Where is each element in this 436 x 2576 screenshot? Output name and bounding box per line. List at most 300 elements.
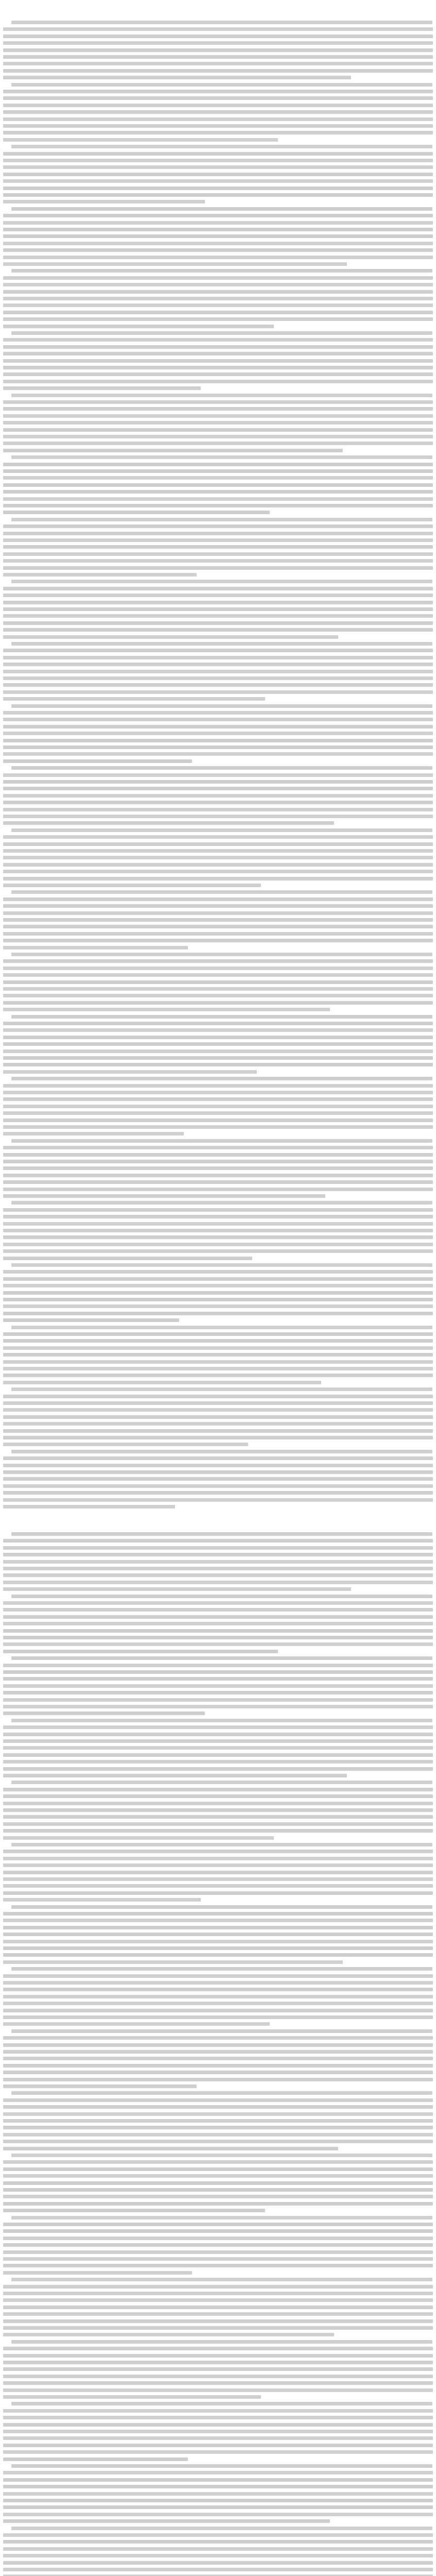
text-line-placeholder: [3, 594, 433, 597]
text-line-placeholder: [3, 587, 433, 590]
text-line-placeholder: [11, 828, 432, 832]
text-line-placeholder: [3, 2354, 433, 2358]
text-line-placeholder: [3, 1318, 179, 1322]
text-line-placeholder: [3, 117, 433, 121]
text-line-placeholder: [3, 159, 433, 162]
text-line-placeholder: [3, 2223, 433, 2226]
text-line-placeholder: [3, 1933, 433, 1936]
text-line-placeholder: [3, 179, 433, 183]
text-line-placeholder: [3, 842, 433, 846]
text-line-placeholder: [3, 1118, 433, 1122]
text-line-placeholder: [3, 2533, 433, 2537]
text-line-placeholder: [3, 276, 433, 280]
text-line-placeholder: [3, 1456, 433, 1460]
text-line-placeholder: [3, 524, 433, 528]
text-line-placeholder: [3, 2257, 433, 2261]
text-line-placeholder: [3, 96, 433, 100]
text-line-placeholder: [3, 2298, 433, 2302]
text-line-placeholder: [3, 732, 433, 735]
text-line-placeholder: [3, 2071, 433, 2074]
text-line-placeholder: [11, 580, 432, 583]
text-line-placeholder: [3, 1670, 433, 1674]
text-line-placeholder: [3, 1802, 433, 1805]
text-line-placeholder: [3, 303, 433, 307]
text-line-placeholder: [3, 1001, 433, 1005]
text-line-placeholder: [3, 2160, 433, 2164]
text-line-placeholder: [3, 773, 433, 777]
text-line-placeholder: [3, 1056, 433, 1060]
text-line-placeholder: [3, 697, 265, 701]
text-line-placeholder: [3, 1884, 433, 1888]
text-line-placeholder: [3, 1436, 433, 1439]
text-line-placeholder: [3, 1105, 433, 1108]
section-body: [3, 21, 433, 1515]
text-line-placeholder: [3, 345, 433, 349]
text-line-placeholder: [11, 2154, 432, 2157]
text-line-placeholder: [3, 1174, 433, 1177]
text-line-placeholder: [3, 1815, 433, 1819]
text-line-placeholder: [3, 2243, 433, 2247]
text-line-placeholder: [3, 1863, 433, 1867]
text-line-placeholder: [3, 2078, 433, 2081]
text-line-placeholder: [3, 1974, 433, 1978]
section-heading: [3, 1522, 433, 1532]
text-line-placeholder: [3, 967, 433, 970]
text-line-placeholder: [11, 394, 432, 397]
text-line-placeholder: [3, 221, 433, 225]
text-line-placeholder: [3, 856, 433, 859]
text-line-placeholder: [3, 469, 433, 473]
text-line-placeholder: [3, 428, 433, 432]
text-line-placeholder: [11, 1077, 432, 1080]
text-line-placeholder: [11, 1139, 432, 1143]
text-line-placeholder: [3, 407, 433, 411]
text-line-placeholder: [3, 2333, 334, 2336]
text-line-placeholder: [3, 1381, 321, 1384]
text-line-placeholder: [3, 2499, 433, 2502]
text-line-placeholder: [11, 2091, 432, 2095]
text-line-placeholder: [3, 1636, 433, 1639]
text-line-placeholder: [3, 90, 433, 93]
text-line-placeholder: [3, 317, 433, 321]
text-line-placeholder: [11, 1201, 432, 1205]
text-line-placeholder: [3, 897, 433, 901]
text-line-placeholder: [3, 2471, 433, 2475]
text-line-placeholder: [11, 83, 432, 87]
text-line-placeholder: [3, 1229, 433, 1232]
text-line-placeholder: [3, 1898, 201, 1902]
text-line-placeholder: [3, 1877, 433, 1881]
text-line-placeholder: [3, 1587, 351, 1591]
text-line-placeholder: [11, 2527, 432, 2530]
text-line-placeholder: [3, 2485, 433, 2488]
text-line-placeholder: [3, 1650, 278, 1653]
text-line-placeholder: [3, 1546, 433, 1550]
text-line-placeholder: [3, 2147, 338, 2150]
text-line-placeholder: [3, 573, 197, 577]
text-line-placeholder: [3, 601, 433, 604]
text-line-placeholder: [3, 2513, 433, 2516]
text-line-placeholder: [3, 1166, 433, 1170]
text-line-placeholder: [3, 352, 433, 355]
text-line-placeholder: [3, 1470, 433, 1474]
text-line-placeholder: [3, 821, 334, 825]
text-line-placeholder: [3, 621, 433, 625]
text-line-placeholder: [3, 290, 433, 294]
text-line-placeholder: [3, 808, 433, 811]
text-line-placeholder: [3, 1304, 433, 1308]
text-line-placeholder: [3, 690, 433, 694]
section-design: [3, 1522, 433, 2576]
text-line-placeholder: [3, 2167, 433, 2171]
text-line-placeholder: [3, 1850, 433, 1853]
text-line-placeholder: [11, 269, 432, 273]
text-line-placeholder: [3, 173, 433, 176]
text-line-placeholder: [3, 2312, 433, 2316]
text-line-placeholder: [3, 559, 433, 563]
text-line-placeholder: [3, 2416, 433, 2419]
text-line-placeholder: [3, 2554, 433, 2557]
text-line-placeholder: [3, 138, 278, 142]
text-line-placeholder: [3, 1857, 433, 1860]
text-line-placeholder: [3, 739, 433, 742]
text-line-placeholder: [11, 1905, 432, 1909]
text-line-placeholder: [3, 1484, 433, 1488]
text-line-placeholder: [3, 2188, 433, 2192]
text-line-placeholder: [3, 435, 433, 438]
text-line-placeholder: [3, 980, 433, 984]
text-line-placeholder: [3, 2195, 433, 2198]
text-line-placeholder: [3, 1684, 433, 1688]
text-line-placeholder: [3, 932, 433, 936]
text-line-placeholder: [3, 2036, 433, 2040]
text-line-placeholder: [3, 1705, 433, 1708]
text-line-placeholder: [3, 1422, 433, 1426]
text-line-placeholder: [3, 1725, 433, 1729]
text-line-placeholder: [3, 1353, 433, 1357]
text-line-placeholder: [3, 628, 433, 632]
text-line-placeholder: [3, 1615, 433, 1619]
text-line-placeholder: [3, 1070, 257, 1074]
text-line-placeholder: [3, 104, 433, 107]
text-line-placeholder: [3, 1919, 433, 1922]
section-body: [3, 1532, 433, 2576]
document: [3, 3, 433, 2576]
text-line-placeholder: [3, 2064, 433, 2067]
text-line-placeholder: [11, 2029, 432, 2033]
text-line-placeholder: [3, 1125, 433, 1129]
text-line-placeholder: [3, 1049, 433, 1053]
text-line-placeholder: [3, 55, 433, 59]
text-line-placeholder: [3, 870, 433, 873]
text-line-placeholder: [3, 1711, 205, 1715]
text-line-placeholder: [3, 2250, 433, 2254]
text-line-placeholder: [3, 1746, 433, 1750]
text-line-placeholder: [3, 1243, 433, 1246]
text-line-placeholder: [11, 207, 432, 211]
page-title: [3, 3, 433, 10]
text-line-placeholder: [3, 1194, 325, 1198]
text-line-placeholder: [3, 2444, 433, 2447]
text-line-placeholder: [3, 1691, 433, 1694]
text-line-placeholder: [3, 1415, 433, 1419]
text-line-placeholder: [3, 2395, 261, 2399]
text-line-placeholder: [3, 2174, 433, 2178]
text-line-placeholder: [3, 683, 433, 687]
text-line-placeholder: [3, 1146, 433, 1149]
text-line-placeholder: [3, 1277, 433, 1281]
text-line-placeholder: [3, 1739, 433, 1743]
text-line-placeholder: [3, 711, 433, 715]
text-line-placeholder: [11, 1263, 432, 1267]
text-line-placeholder: [11, 2402, 432, 2405]
text-line-placeholder: [3, 649, 433, 652]
text-line-placeholder: [3, 2319, 433, 2323]
text-line-placeholder: [3, 2347, 433, 2350]
text-line-placeholder: [3, 2409, 433, 2413]
text-line-placeholder: [3, 2057, 433, 2060]
text-line-placeholder: [3, 1642, 433, 1646]
text-line-placeholder: [3, 1312, 433, 1315]
text-line-placeholder: [3, 2133, 433, 2137]
text-line-placeholder: [3, 1505, 175, 1509]
text-line-placeholder: [3, 359, 433, 363]
text-line-placeholder: [3, 200, 205, 204]
text-line-placeholder: [11, 704, 432, 708]
text-line-placeholder: [3, 380, 433, 383]
text-line-placeholder: [3, 1374, 433, 1377]
text-line-placeholder: [3, 2209, 265, 2212]
text-line-placeholder: [3, 566, 433, 570]
text-line-placeholder: [3, 1111, 433, 1115]
text-line-placeholder: [3, 2022, 270, 2026]
text-line-placeholder: [3, 1257, 252, 1260]
text-line-placeholder: [3, 497, 433, 501]
text-line-placeholder: [3, 1573, 433, 1577]
section-heading: [3, 12, 433, 21]
text-line-placeholder: [3, 1622, 433, 1625]
text-line-placeholder: [11, 2278, 432, 2281]
text-line-placeholder: [3, 1395, 433, 1398]
text-line-placeholder: [11, 2216, 432, 2219]
text-line-placeholder: [3, 414, 433, 418]
text-line-placeholder: [3, 187, 433, 190]
text-line-placeholder: [3, 1215, 433, 1218]
text-line-placeholder: [3, 2084, 197, 2088]
text-line-placeholder: [3, 2547, 433, 2551]
text-line-placeholder: [3, 483, 433, 487]
text-line-placeholder: [3, 1008, 330, 1011]
text-line-placeholder: [3, 1601, 433, 1605]
text-line-placeholder: [11, 1532, 432, 1536]
text-line-placeholder: [3, 545, 433, 549]
text-line-placeholder: [3, 2119, 433, 2123]
text-line-placeholder: [3, 1733, 433, 1736]
text-line-placeholder: [11, 455, 432, 459]
text-line-placeholder: [3, 1946, 433, 1950]
text-line-placeholder: [3, 835, 433, 839]
text-line-placeholder: [3, 2126, 433, 2129]
text-line-placeholder: [3, 745, 433, 749]
text-line-placeholder: [3, 1940, 433, 1943]
text-line-placeholder: [3, 1270, 433, 1274]
text-line-placeholder: [3, 725, 433, 728]
text-line-placeholder: [3, 1960, 343, 1964]
text-line-placeholder: [3, 1553, 433, 1556]
text-line-placeholder: [3, 1284, 433, 1287]
text-line-placeholder: [3, 1339, 433, 1343]
text-line-placeholder: [3, 311, 433, 314]
text-line-placeholder: [3, 2002, 433, 2005]
text-line-placeholder: [3, 48, 433, 52]
text-line-placeholder: [3, 614, 433, 618]
text-line-placeholder: [3, 2306, 433, 2309]
text-line-placeholder: [3, 2043, 433, 2047]
text-line-placeholder: [3, 35, 433, 38]
text-line-placeholder: [3, 1464, 433, 1467]
text-line-placeholder: [3, 801, 433, 804]
text-line-placeholder: [11, 331, 432, 335]
text-line-placeholder: [3, 421, 433, 425]
text-line-placeholder: [3, 297, 433, 300]
text-line-placeholder: [3, 2436, 433, 2440]
text-line-placeholder: [3, 676, 433, 680]
text-line-placeholder: [3, 752, 433, 756]
text-line-placeholder: [3, 214, 433, 217]
text-line-placeholder: [3, 256, 433, 259]
text-line-placeholder: [3, 2568, 433, 2571]
text-line-placeholder: [3, 463, 433, 466]
text-line-placeholder: [3, 1498, 433, 1502]
text-line-placeholder: [3, 1836, 274, 1840]
text-line-placeholder: [3, 366, 433, 369]
text-line-placeholder: [3, 2229, 433, 2233]
text-line-placeholder: [3, 780, 433, 784]
text-line-placeholder: [3, 1794, 433, 1798]
text-line-placeholder: [3, 234, 433, 238]
text-line-placeholder: [3, 759, 192, 763]
text-line-placeholder: [3, 884, 261, 887]
text-line-placeholder: [3, 2458, 188, 2461]
text-line-placeholder: [3, 1028, 433, 1032]
text-line-placeholder: [3, 400, 433, 404]
text-line-placeholder: [3, 1629, 433, 1633]
text-line-placeholder: [3, 1891, 433, 1895]
text-line-placeholder: [3, 663, 433, 666]
text-line-placeholder: [3, 1443, 248, 1446]
text-line-placeholder: [3, 2361, 433, 2364]
text-line-placeholder: [11, 1015, 432, 1019]
text-line-placeholder: [3, 2367, 433, 2371]
text-line-placeholder: [3, 2450, 433, 2454]
text-line-placeholder: [3, 2140, 433, 2143]
text-line-placeholder: [3, 994, 433, 997]
text-line-placeholder: [3, 656, 433, 659]
text-line-placeholder: [3, 2285, 433, 2289]
text-line-placeholder: [3, 925, 433, 928]
text-line-placeholder: [3, 1022, 433, 1025]
text-line-placeholder: [3, 2561, 433, 2565]
text-line-placeholder: [3, 1871, 433, 1874]
text-line-placeholder: [3, 2202, 433, 2206]
text-line-placeholder: [3, 1767, 433, 1771]
text-line-placeholder: [3, 2236, 433, 2240]
text-line-placeholder: [3, 1429, 433, 1433]
text-line-placeholder: [3, 1926, 433, 1929]
text-line-placeholder: [3, 511, 270, 514]
text-line-placeholder: [3, 62, 433, 65]
text-line-placeholder: [3, 2505, 433, 2509]
text-line-placeholder: [3, 2105, 433, 2109]
text-line-placeholder: [3, 1912, 433, 1916]
text-line-placeholder: [11, 1656, 432, 1660]
text-line-placeholder: [3, 1036, 433, 1039]
text-line-placeholder: [3, 1567, 433, 1570]
text-line-placeholder: [3, 939, 433, 942]
text-line-placeholder: [3, 918, 433, 922]
text-line-placeholder: [11, 890, 432, 894]
text-line-placeholder: [3, 1235, 433, 1239]
text-line-placeholder: [3, 1581, 433, 1584]
text-line-placeholder: [3, 1408, 433, 1412]
text-line-placeholder: [3, 1249, 433, 1253]
text-line-placeholder: [3, 1491, 433, 1495]
text-line-placeholder: [11, 518, 432, 521]
text-line-placeholder: [3, 228, 433, 231]
text-line-placeholder: [3, 124, 433, 128]
text-line-placeholder: [3, 2423, 433, 2427]
text-line-placeholder: [3, 1760, 433, 1764]
text-line-placeholder: [3, 242, 433, 245]
text-line-placeholder: [3, 2015, 433, 2019]
text-line-placeholder: [3, 532, 433, 535]
text-line-placeholder: [11, 1781, 432, 1784]
text-line-placeholder: [11, 953, 432, 956]
text-line-placeholder: [3, 2181, 433, 2185]
text-line-placeholder: [3, 2492, 433, 2496]
text-line-placeholder: [3, 27, 433, 31]
text-line-placeholder: [3, 607, 433, 611]
text-line-placeholder: [3, 1132, 184, 1136]
text-line-placeholder: [3, 1091, 433, 1094]
text-line-placeholder: [11, 21, 432, 24]
text-line-placeholder: [11, 1843, 432, 1846]
text-line-placeholder: [3, 1829, 433, 1833]
text-line-placeholder: [3, 504, 433, 507]
text-line-placeholder: [3, 1774, 347, 1777]
text-line-placeholder: [3, 2478, 433, 2482]
text-line-placeholder: [3, 718, 433, 721]
text-line-placeholder: [3, 2388, 433, 2392]
text-line-placeholder: [3, 911, 433, 915]
text-line-placeholder: [11, 2464, 432, 2468]
text-line-placeholder: [3, 248, 433, 252]
text-line-placeholder: [3, 1477, 433, 1481]
text-line-placeholder: [3, 1222, 433, 1226]
text-line-placeholder: [3, 2098, 433, 2102]
text-line-placeholder: [11, 1326, 432, 1329]
text-line-placeholder: [3, 449, 343, 452]
text-line-placeholder: [11, 145, 432, 148]
text-line-placeholder: [3, 1995, 433, 1998]
text-line-placeholder: [3, 41, 433, 45]
text-line-placeholder: [3, 552, 433, 556]
text-line-placeholder: [3, 973, 433, 977]
text-line-placeholder: [3, 1664, 433, 1667]
text-line-placeholder: [3, 1097, 433, 1101]
section-introduction: [3, 12, 433, 1515]
text-line-placeholder: [3, 1988, 433, 1991]
